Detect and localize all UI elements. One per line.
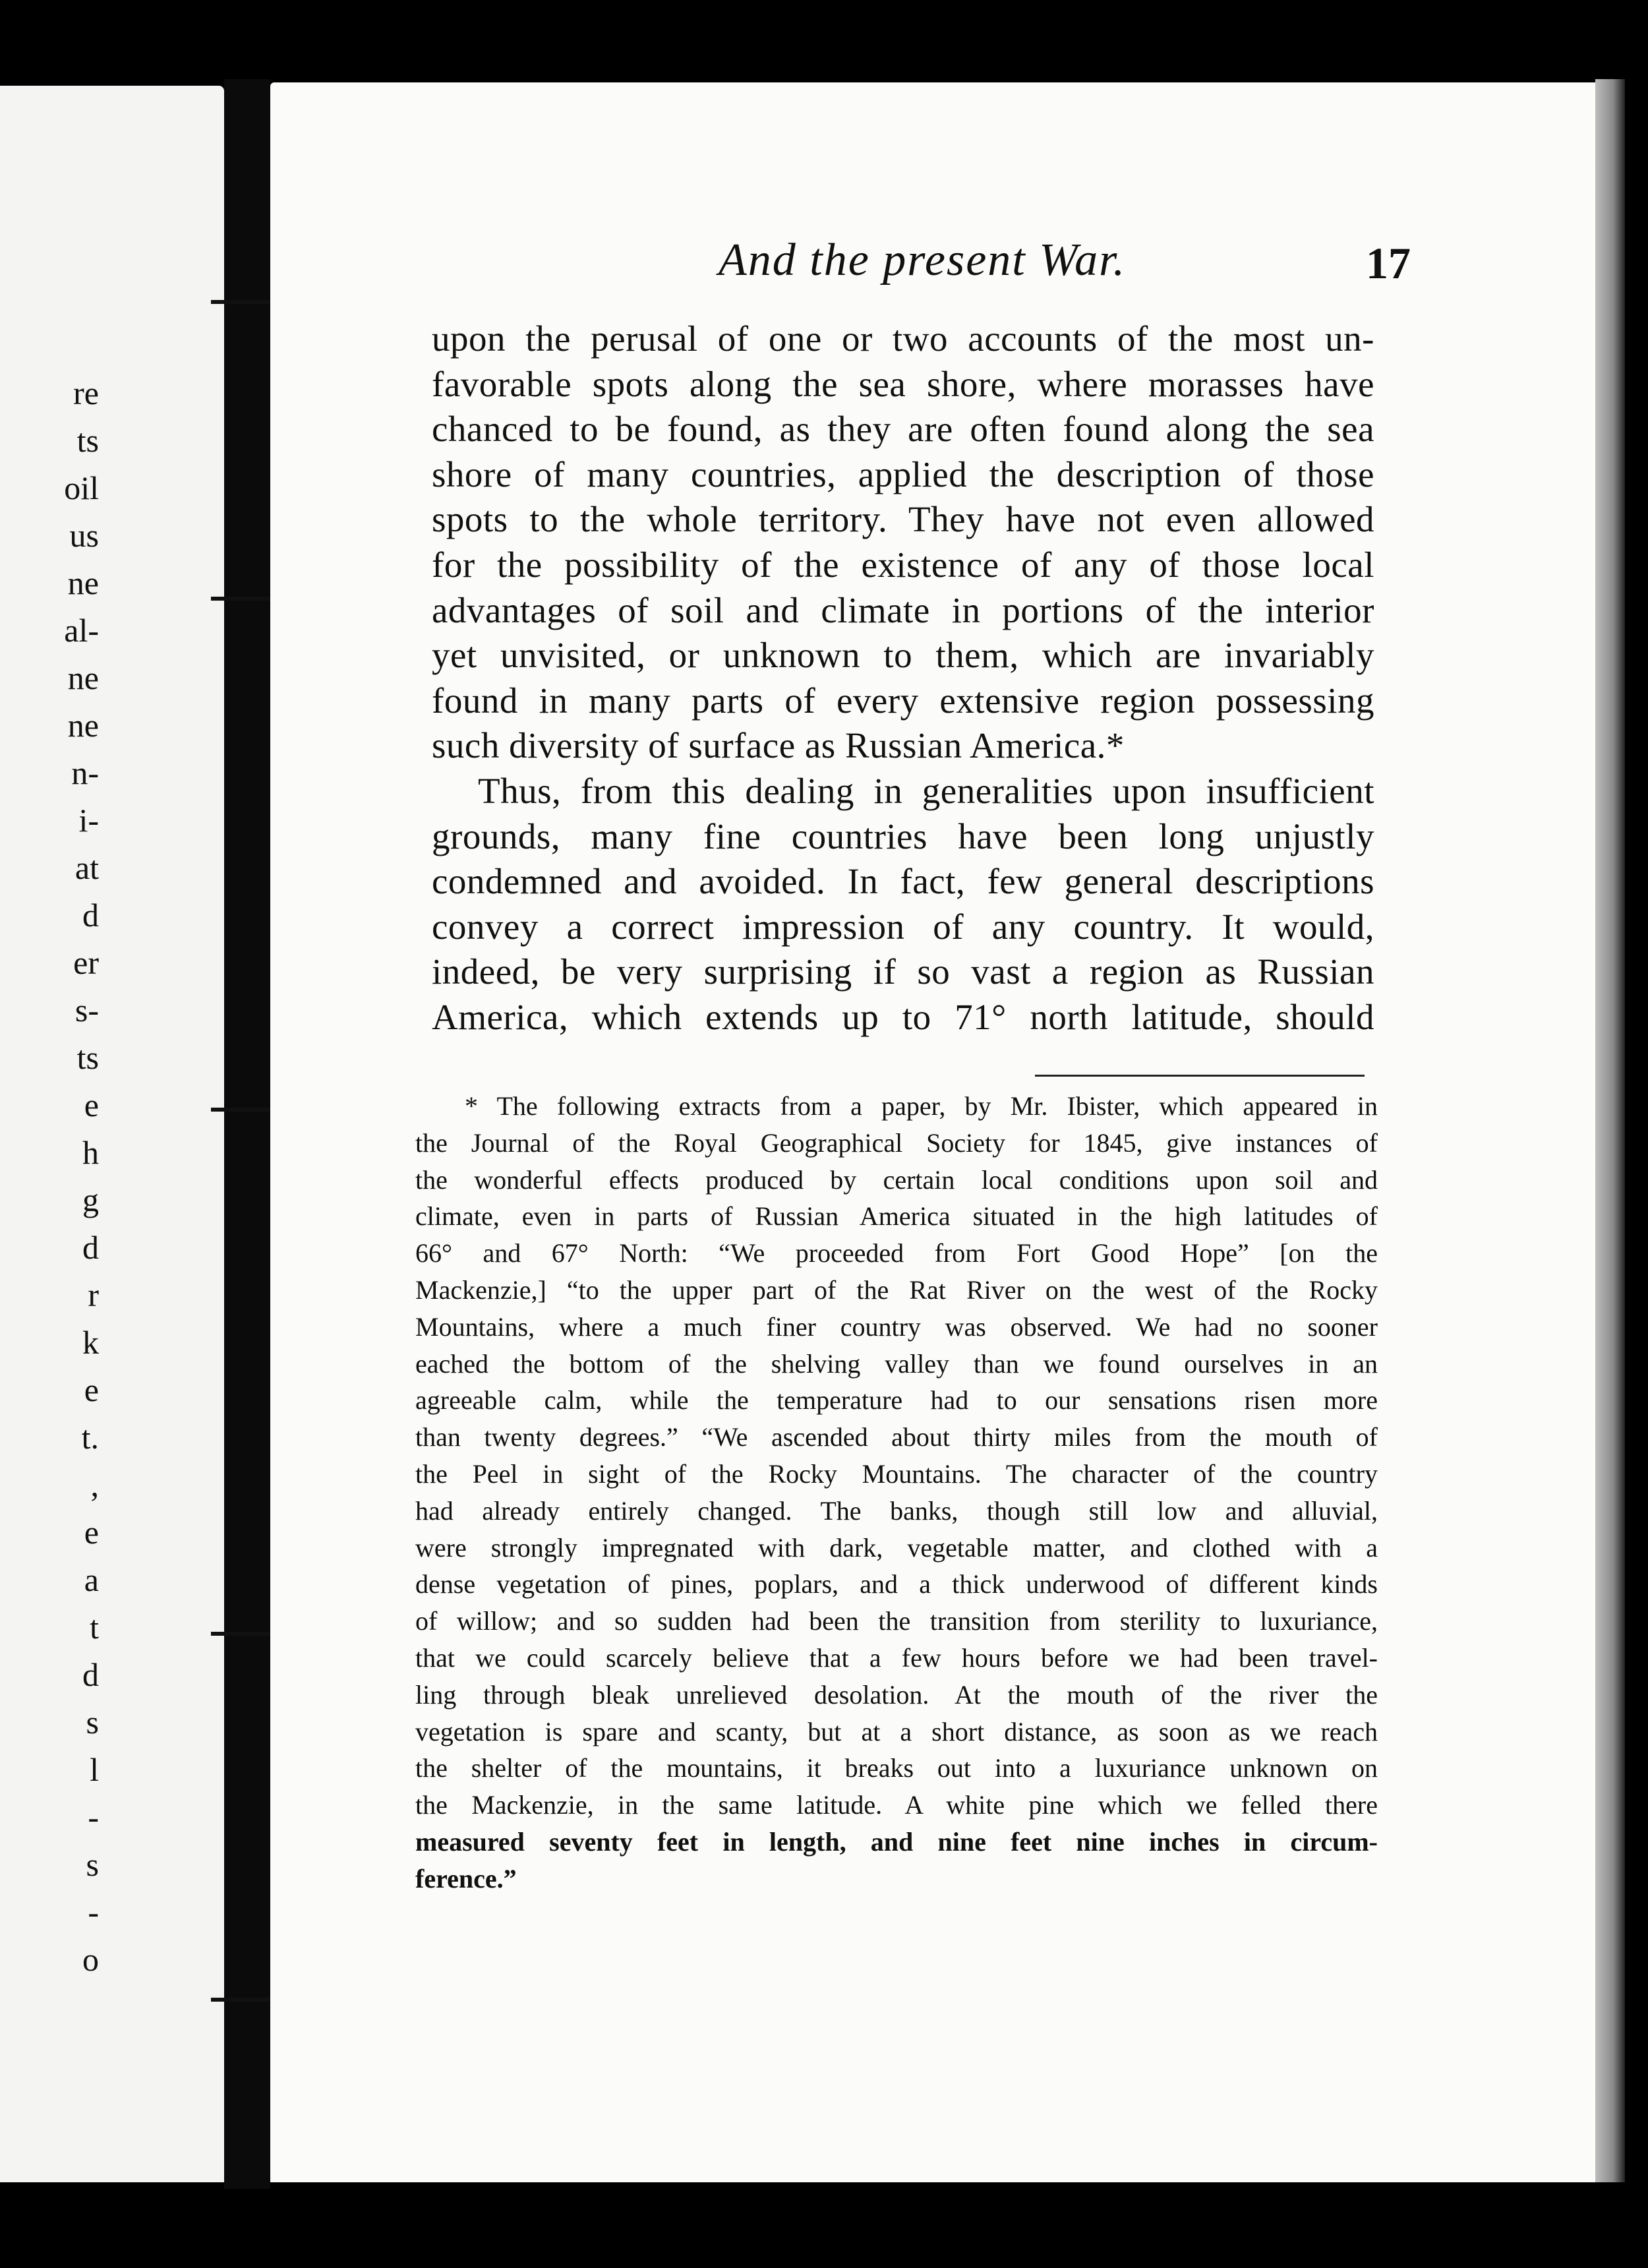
footnote-line: vegetation is spare and scanty, but at a short distance, as soon as we reach: [415, 1716, 1378, 1746]
previous-page-fragment-line: oil: [64, 469, 99, 506]
footnote-line: were strongly impregnated with dark, vegetable matter, and clothed with a: [415, 1532, 1378, 1563]
footnote-divider: [1035, 1075, 1365, 1077]
body-line: favorable spots along the sea shore, where morasses have: [432, 363, 1374, 404]
previous-page-fragment-line: s: [86, 1704, 99, 1741]
previous-page-fragment-line: n-: [71, 754, 99, 791]
previous-page-fragment-line: -: [88, 1894, 99, 1930]
body-line: indeed, be very surprising if so vast a region as Russian: [432, 951, 1374, 992]
footnote-line: dense vegetation of pines, poplars, and a thick underwood of different kinds: [415, 1569, 1378, 1599]
footnote-line: ference.”: [415, 1863, 517, 1894]
footnote-line: the Mackenzie, in the same latitude. A white pine which we felled there: [415, 1790, 1378, 1820]
previous-page-text-fragments: [0, 369, 99, 1983]
footnote-line: than twenty degrees.” “We ascended about thirty miles from the mouth of: [415, 1422, 1378, 1452]
body-line: for the possibility of the existence of any of those local: [432, 544, 1374, 585]
footnote-line: the Journal of the Royal Geographical Society for 1845, give instances of: [415, 1127, 1378, 1158]
body-line: grounds, many fine countries have been long unjustly: [432, 816, 1374, 856]
footnote-line: ling through bleak unrelieved desolation. At the mouth of the river the: [415, 1679, 1378, 1710]
previous-page-fragment-line: ne: [67, 707, 99, 744]
footnote-line: Mackenzie,] “to the upper part of the Rat River on the west of the Rocky: [415, 1274, 1378, 1305]
footnote-line: Mountains, where a much finer country was observed. We had no sooner: [415, 1311, 1378, 1342]
previous-page-fragment-line: s-: [74, 992, 99, 1029]
previous-page-fragment-line: al-: [64, 612, 99, 649]
body-line: convey a correct impression of any country. It would,: [432, 906, 1374, 947]
previous-page-fragment-line: t.: [81, 1419, 99, 1456]
previous-page-fragment-line: s: [86, 1846, 99, 1883]
footnote-line: agreeable calm, while the temperature had to our sensations risen more: [415, 1385, 1378, 1416]
footnote-line: 66° and 67° North: “We proceeded from Fort Good Hope” [on the: [415, 1238, 1378, 1268]
footnote-line: climate, even in parts of Russian America situated in the high latitudes of: [415, 1201, 1378, 1232]
body-line: shore of many countries, applied the description of those: [432, 454, 1374, 494]
footnote-line: * The following extracts from a paper, by Mr. Ibister, which appeared in: [465, 1091, 1378, 1121]
previous-page-fragment-line: ts: [76, 1039, 99, 1076]
previous-page-fragment-line: at: [74, 849, 99, 886]
body-line: chanced to be found, as they are often found along the sea: [432, 409, 1374, 450]
previous-page-fragment-line: e: [84, 1371, 99, 1408]
previous-page-fragment-line: er: [73, 944, 99, 981]
footnote-line: eached the bottom of the shelving valley than we found ourselves in an: [415, 1348, 1378, 1379]
previous-page-fragment-line: o: [82, 1941, 99, 1978]
footnote-line: of willow; and so sudden had been the transition from sterility to luxuriance,: [415, 1606, 1378, 1636]
previous-page-fragment-line: d: [82, 1656, 99, 1693]
body-line: yet unvisited, or unknown to them, which are invariably: [432, 635, 1374, 676]
previous-page-fragment-line: g: [82, 1181, 99, 1218]
previous-page-fragment: [0, 86, 224, 2182]
previous-page-fragment-line: t: [90, 1609, 99, 1646]
body-text: [432, 316, 1374, 1040]
body-line: America, which extends up to 71° north latitude, should: [432, 996, 1374, 1037]
previous-page-fragment-line: h: [82, 1134, 99, 1171]
previous-page-fragment-line: i-: [78, 802, 99, 839]
body-line: Thus, from this dealing in generalities upon insufficient: [478, 770, 1374, 811]
body-line: condemned and avoided. In fact, few general descriptions: [432, 861, 1374, 902]
page-number: 17: [1366, 238, 1411, 288]
footnote: [415, 1088, 1378, 1897]
previous-page-fragment-line: l: [90, 1751, 99, 1788]
footnote-line: the Peel in sight of the Rocky Mountains. The character of the country: [415, 1458, 1378, 1489]
body-line: spots to the whole territory. They have not even allowed: [432, 499, 1374, 540]
previous-page-fragment-line: a: [84, 1561, 99, 1598]
book-gutter: [224, 79, 270, 2189]
footnote-line: measured seventy feet in length, and nine feet nine inches in circum-: [415, 1826, 1378, 1857]
running-title: And the present War.: [719, 235, 1127, 285]
body-line: such diversity of surface as Russian America.*: [432, 725, 1125, 766]
previous-page-fragment-line: d: [82, 1229, 99, 1266]
previous-page-fragment-line: -: [88, 1799, 99, 1835]
body-line: advantages of soil and climate in portions of the interior: [432, 589, 1374, 630]
previous-page-fragment-line: re: [73, 374, 99, 411]
previous-page-fragment-line: ne: [67, 659, 99, 696]
previous-page-fragment-line: d: [82, 897, 99, 934]
previous-page-fragment-line: ts: [76, 422, 99, 459]
previous-page-fragment-line: k: [82, 1324, 99, 1361]
body-line: found in many parts of every extensive region possessing: [432, 680, 1374, 721]
previous-page-fragment-line: r: [88, 1276, 99, 1313]
footnote-line: had already entirely changed. The banks, though still low and alluvial,: [415, 1495, 1378, 1526]
previous-page-fragment-line: ne: [67, 564, 99, 601]
previous-page-fragment-line: us: [69, 517, 99, 554]
footnote-line: the shelter of the mountains, it breaks out into a luxuriance unknown on: [415, 1753, 1378, 1783]
footnote-line: that we could scarcely believe that a few hours before we had been travel-: [415, 1642, 1378, 1673]
previous-page-fragment-line: e: [84, 1514, 99, 1551]
previous-page-fragment-line: e: [84, 1087, 99, 1123]
footnote-line: the wonderful effects produced by certain local conditions upon soil and: [415, 1164, 1378, 1195]
page-edge-shadow: [1595, 79, 1625, 2182]
previous-page-fragment-line: ,: [90, 1466, 99, 1503]
body-line: upon the perusal of one or two accounts of the most un-: [432, 318, 1374, 359]
